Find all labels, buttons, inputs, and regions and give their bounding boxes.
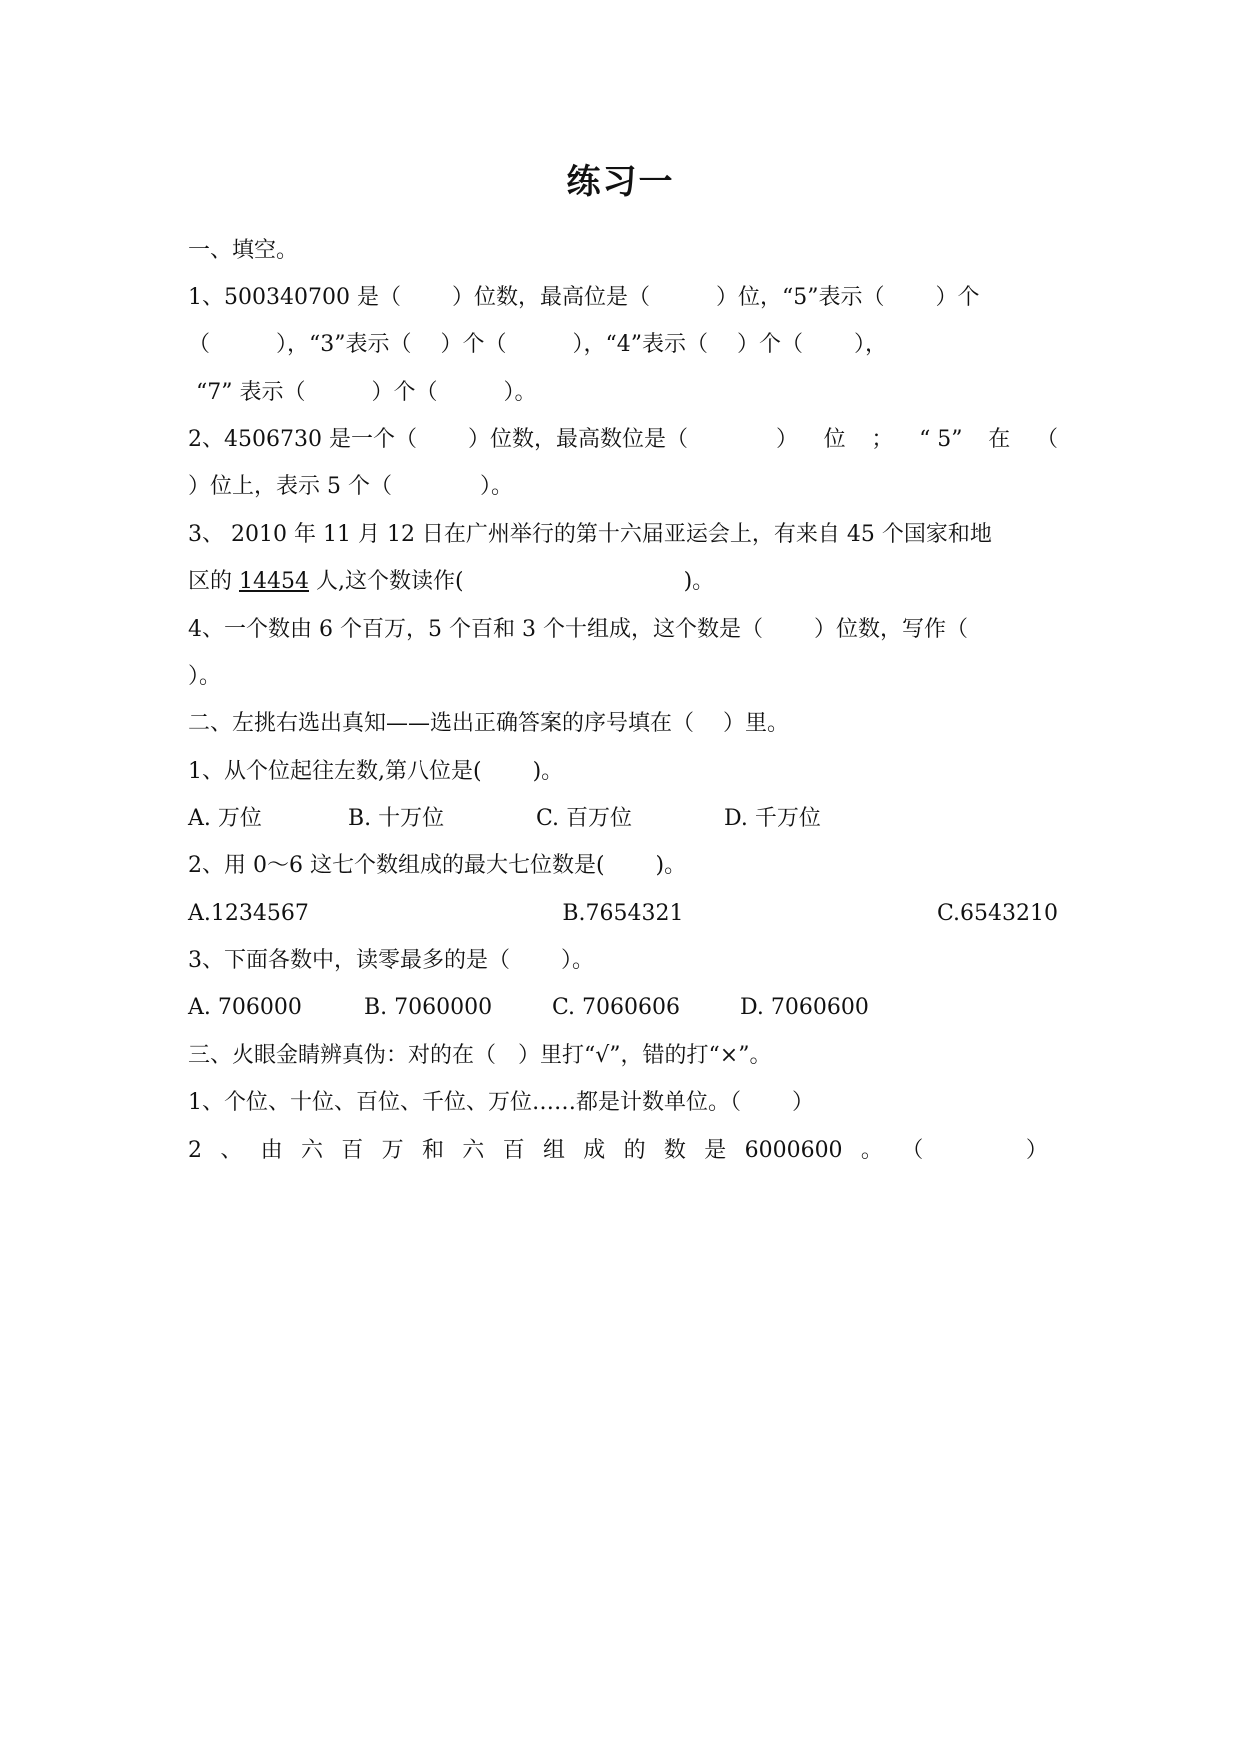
s3-q2-part: ） bbox=[1025, 1138, 1048, 1163]
q3-line2-pre: 区的 bbox=[188, 569, 239, 594]
option-c: C. 7060606 bbox=[552, 995, 681, 1020]
q4-line1: 4、一个数由 6 个百万，5 个百和 3 个十组成，这个数是（ ）位数，写作（ bbox=[188, 617, 968, 642]
s2-q3-text: 3、下面各数中，读零最多的是（ ）。 bbox=[188, 948, 594, 973]
q3-line2-post: 人,这个数读作( )。 bbox=[309, 569, 715, 594]
q2-line1-part: “ 5” bbox=[919, 427, 963, 452]
option-b: B. 7060000 bbox=[364, 995, 493, 1020]
q3-line2 bbox=[188, 566, 1058, 598]
s2-q2-options bbox=[188, 898, 1058, 930]
s3-q2-part: 和 bbox=[421, 1138, 444, 1163]
option-b: B. 十万位 bbox=[348, 806, 445, 831]
s3-q2-part: 六 bbox=[462, 1138, 485, 1163]
s3-q2-part: 成 bbox=[583, 1138, 606, 1163]
option-c: C.6543210 bbox=[936, 901, 1058, 926]
s3-q2-part: 、 bbox=[220, 1138, 243, 1163]
q2-line1-part: 位 bbox=[823, 427, 846, 452]
s3-q2-part: 数 bbox=[663, 1138, 686, 1163]
q2-line1-part: 2、4506730 是一个（ ）位数，最高数位是（ ） bbox=[188, 427, 798, 452]
s3-q1: 1、个位、十位、百位、千位、万位……都是计数单位。（ ） bbox=[188, 1090, 814, 1115]
q1-line3: “7” 表示（ ）个（ ）。 bbox=[196, 380, 537, 405]
q3-line1: 3、 2010 年 11 月 12 日在广州举行的第十六届亚运会上，有来自 45 个国家和地 bbox=[188, 522, 992, 547]
s3-q2 bbox=[188, 1135, 1048, 1167]
s3-q2-part: 由 bbox=[260, 1138, 283, 1163]
s3-q2-part: 2 bbox=[188, 1138, 202, 1163]
s3-q2-part: 六 bbox=[300, 1138, 323, 1163]
option-c: C. 百万位 bbox=[536, 806, 633, 831]
s3-q2-part: 万 bbox=[381, 1138, 404, 1163]
s3-q2-part: 组 bbox=[542, 1138, 565, 1163]
option-d: D. 7060600 bbox=[740, 995, 869, 1020]
q2-line2: ）位上，表示 5 个（ ）。 bbox=[188, 474, 513, 499]
option-a: A.1234567 bbox=[188, 901, 309, 926]
s2-q1-options bbox=[188, 803, 1058, 835]
s3-q2-part: （ bbox=[901, 1138, 924, 1163]
q2-line1-part: （ bbox=[1035, 427, 1058, 452]
s3-q2-part bbox=[942, 1135, 1008, 1167]
q1-line2: （ ），“3”表示（ ）个（ ），“4”表示（ ）个（ ）， bbox=[188, 332, 887, 357]
q2-line1-part: ； bbox=[871, 427, 894, 452]
section3-heading: 三、火眼金睛辨真伪：对的在（ ）里打“√”，错的打“×”。 bbox=[188, 1043, 772, 1068]
q2-line1-part: 在 bbox=[988, 427, 1011, 452]
s2-q3-options bbox=[188, 992, 1058, 1024]
s2-q1-text: 1、从个位起往左数,第八位是( )。 bbox=[188, 759, 564, 784]
s3-q2-part: 。 bbox=[860, 1138, 883, 1163]
s3-q2-part: 百 bbox=[341, 1138, 364, 1163]
option-a: A. 万位 bbox=[188, 806, 262, 831]
q2-line1 bbox=[188, 424, 1058, 456]
q4-line2: ）。 bbox=[188, 664, 222, 689]
section2-heading: 二、左挑右选出真知——选出正确答案的序号填在（ ）里。 bbox=[188, 711, 789, 736]
s3-q2-part: 是 bbox=[704, 1138, 727, 1163]
page-title: 练习一 bbox=[566, 162, 675, 202]
option-d: D. 千万位 bbox=[724, 806, 821, 831]
s2-q2-text: 2、用 0～6 这七个数组成的最大七位数是( )。 bbox=[188, 853, 687, 878]
q3-number-underlined: 14454 bbox=[239, 569, 309, 594]
option-a: A. 706000 bbox=[188, 995, 302, 1020]
s3-q2-part: 的 bbox=[623, 1138, 646, 1163]
option-b: B.7654321 bbox=[562, 901, 684, 926]
s3-q2-part: 6000600 bbox=[744, 1138, 843, 1163]
s3-q2-part: 百 bbox=[502, 1138, 525, 1163]
section1-heading: 一、填空。 bbox=[188, 238, 299, 263]
q1-line1: 1、500340700 是（ ）位数，最高位是（ ）位，“5”表示（ ）个 bbox=[188, 285, 980, 310]
